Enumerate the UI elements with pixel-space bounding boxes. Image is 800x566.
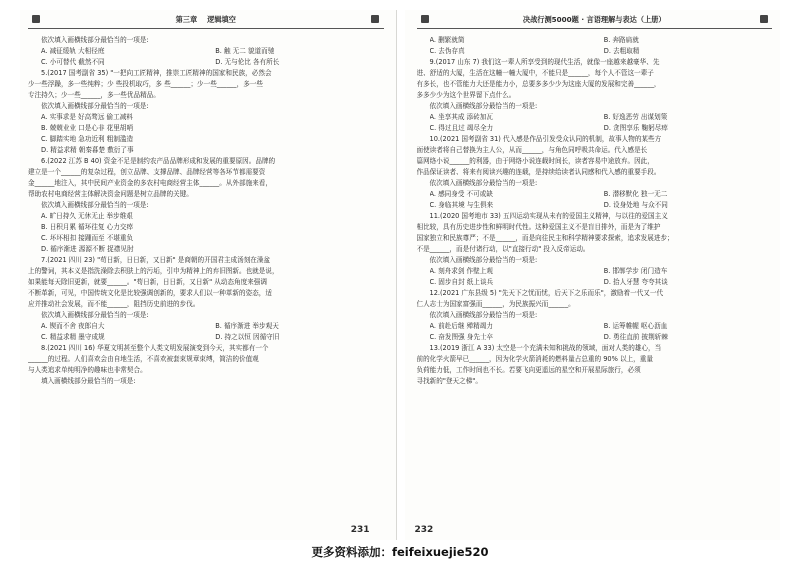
answer-option: D. 勇往直前 披荆斩棘 bbox=[603, 333, 668, 341]
answer-option: B. 触 无二 貌道而驰 bbox=[215, 47, 275, 55]
answer-options bbox=[417, 35, 773, 57]
text-line: 负荷能力低，工作时间也不长。若要飞向更遥远的星空和开展星际旅行，必须 bbox=[416, 366, 641, 374]
answer-options bbox=[28, 112, 384, 156]
left-header-title: 逻辑填空 bbox=[207, 14, 236, 24]
answer-options bbox=[417, 321, 773, 343]
text-line: 寻找新的"登天之梯"。 bbox=[416, 377, 482, 385]
text-line: 依次填入画横线部分最恰当的一项是: bbox=[41, 201, 149, 209]
left-page bbox=[20, 10, 397, 540]
answer-option: C. 小可替代 截然不同 bbox=[41, 58, 105, 66]
answer-option: A. 坐享其成 添砖加瓦 bbox=[429, 113, 493, 121]
answer-options bbox=[417, 112, 773, 134]
text-line: 金______地注入，其中民间产业资金的多农村电商经营主体______。从外部施来看， bbox=[28, 179, 272, 187]
book-spread bbox=[20, 10, 780, 540]
answer-option: A. 减征缓轨 大相径庭 bbox=[41, 47, 105, 55]
answer-option: D. 去粗取精 bbox=[603, 47, 640, 55]
answer-option: C. 奋发图强 身先士卒 bbox=[429, 333, 494, 341]
text-line: 12.(2021 广东县级 5) "先天下之忧而忧，后天下之乐而乐"，激励着一代又一代 bbox=[429, 289, 664, 297]
answer-option bbox=[215, 222, 383, 233]
text-line: 填入画横线部分最恰当的一项是: bbox=[41, 377, 136, 385]
text-line: 建立是一个______的复杂过程，创立品牌、支撑品牌、品牌经营等各环节都需要资 bbox=[28, 168, 266, 176]
text-line: 多多少少为这个世界留下点什么。 bbox=[416, 91, 516, 99]
answer-option: B. 循序渐进 举步观天 bbox=[215, 322, 279, 330]
answer-option: A. 实事求是 好高骛远 偷工减料 bbox=[41, 113, 133, 121]
answer-options bbox=[417, 189, 773, 211]
text-line: 应并推动社会发展，而不能______，阻挡历史前进的步伐。 bbox=[28, 300, 200, 308]
answer-option bbox=[215, 123, 383, 134]
footer-contact-text: 更多资料添加：feifeixuejie520 bbox=[311, 545, 489, 559]
text-line: 帮助农村电商经营主体解决资金问题是树立品牌的关键。 bbox=[28, 190, 193, 198]
text-line: 少一些浮躁，多一些纯粹；少 些投机取巧，多 些______；少一些______，多一些 bbox=[28, 80, 263, 88]
text-line: 7.(2021 四川 23) "苟日新，日日新，又日新" 是商朝的开国君主成汤刻在澡盆 bbox=[41, 256, 271, 264]
answer-option bbox=[215, 233, 383, 244]
answer-option: B. 兢兢业业 口是心非 花里胡哨 bbox=[41, 124, 134, 132]
answer-option: C. 坏坏相扣 接踵而至 不堪重负 bbox=[41, 234, 134, 242]
text-line: 如果能每天除旧更新，就要______。"苟日新，日日新，又日新" 从动态角度来强调 bbox=[28, 278, 267, 286]
text-line: 上的警词，其本义是指洗澡除去积肤上的污垢，引申为精神上的弃旧图新。也就是说， bbox=[28, 267, 279, 275]
answer-option: B. 日积月累 循环往复 心力交瘁 bbox=[41, 223, 134, 231]
right-page-body bbox=[417, 35, 773, 387]
text-line: 篇网络小说______的利器，由于网络小说连载时间长，读者容易中途放弃。因此， bbox=[416, 157, 654, 165]
right-running-head bbox=[417, 10, 773, 29]
answer-option: D. 循序渐进 源源不断 捉襟见肘 bbox=[41, 245, 134, 253]
left-running-head bbox=[28, 10, 384, 29]
text-line: 10.(2021 国考副省 31) 代入感是作品引发受众认同的机制，故事人物的某些方 bbox=[429, 135, 662, 143]
text-line: 作品保证读者、将来有阅读兴趣的连载，是持续给读者认同感和代入感的重要手段。 bbox=[416, 168, 661, 176]
page-number-right: 232 bbox=[414, 525, 434, 535]
answer-option: B. 好逸恶劳 出谋划策 bbox=[603, 113, 668, 121]
decor-block-icon bbox=[371, 15, 379, 23]
text-line: 相比较，具有历史进步性和鲜明时代性。这种爱国主义不是盲目排外，而是为了维护 bbox=[416, 223, 661, 231]
text-line: 依次填入画横线部分最恰当的一项是: bbox=[429, 179, 538, 187]
right-page bbox=[405, 10, 781, 540]
left-page-body bbox=[28, 35, 384, 387]
text-line: 依次填入画横线部分最恰当的一项是: bbox=[429, 102, 538, 110]
answer-option: C. 固步自封 纸上谈兵 bbox=[429, 278, 494, 286]
answer-option: A. 删繁就简 bbox=[429, 36, 465, 44]
answer-option: D. 无与伦比 各有所长 bbox=[215, 58, 280, 66]
text-line: 与人类追求单纯明净的趣味也非常契合。 bbox=[28, 366, 147, 374]
answer-option: D. 拾人牙慧 夸夸其谈 bbox=[603, 278, 668, 286]
text-line: 依次填入画横线部分最恰当的一项是: bbox=[41, 311, 149, 319]
answer-option: A. 旷日持久 无休无止 举步维艰 bbox=[41, 212, 133, 220]
text-line: 5.(2017 国考副省 35) "一把向工匠精神，推崇工匠精神的国家和民族，必然会 bbox=[41, 69, 272, 77]
text-line: 专注持久；少一些______，多一些优品精品。 bbox=[28, 91, 160, 99]
decor-block-icon bbox=[32, 15, 40, 23]
text-line: 面使读者将自己替换为主人公，从而______，与角色同呼吸共命运。代入感是长 bbox=[416, 146, 648, 154]
text-line: 不断革新，可见，中国传统文化是比较强调创新的，要求人们以一种革新的姿态，适 bbox=[28, 289, 272, 297]
answer-option: A. 感同身受 不可或缺 bbox=[429, 190, 493, 198]
decor-block-icon bbox=[421, 15, 429, 23]
text-line: 11.(2020 国考地市 33) 五四运动实现从未有的爱国主义精神，与以往的爱国主义 bbox=[429, 212, 668, 220]
answer-option: D. 贪图享乐 鞠躬尽瘁 bbox=[603, 124, 668, 132]
answer-option: C. 身临其境 与生俱来 bbox=[429, 201, 494, 209]
text-line: 有多长，也不管能力大还是能力小，总要多多少少为这座大厦的发展和完善______， bbox=[416, 80, 661, 88]
answer-option: C. 得过且过 竭尽全力 bbox=[429, 124, 494, 132]
answer-option bbox=[215, 112, 383, 123]
answer-option: B. 奔路扁就 bbox=[603, 36, 639, 44]
answer-option: D. 持之以恒 因循守旧 bbox=[215, 333, 280, 341]
left-header-chapter: 第三章 bbox=[175, 14, 198, 24]
answer-option: C. 脚踏实地 急功近利 粗制滥造 bbox=[41, 135, 134, 143]
answer-option: A. 刻舟求剑 作壁上观 bbox=[429, 267, 493, 275]
text-line: 国家独立和民族尊严；不是______，而是向往民主和科学精神要求探索，追求发展进步； bbox=[416, 234, 674, 242]
answer-option: B. 潜移默化 独一无二 bbox=[603, 190, 668, 198]
answer-options bbox=[28, 46, 384, 68]
text-line: 依次填入画横线部分最恰当的一项是: bbox=[429, 256, 538, 264]
text-line: ______的过程。人们喜欢会由自地生活，不喜欢被套束规章束缚，简洁的价值观 bbox=[28, 355, 259, 363]
answer-option: C. 去伪存真 bbox=[429, 47, 465, 55]
answer-option: D. 设身处地 与众不同 bbox=[603, 201, 668, 209]
text-line: 8.(2021 四川 16) 华夏文明甚至整个人类文明发展演变到今天，其实都有一个 bbox=[41, 344, 269, 352]
answer-options bbox=[417, 266, 773, 288]
answer-options bbox=[28, 211, 384, 255]
decor-block-icon bbox=[760, 15, 768, 23]
text-line: 进、舒适的大厦，生活在这幢一幢大厦中，不能只是______，每个人不管这一辈子 bbox=[416, 69, 654, 77]
text-line: 依次填入画横线部分最恰当的一项是: bbox=[41, 102, 149, 110]
answer-option bbox=[215, 211, 383, 222]
text-line: 仁人志士为国家富强而______，为民族振兴而______。 bbox=[416, 300, 575, 308]
answer-options bbox=[28, 321, 384, 343]
answer-option bbox=[215, 145, 383, 156]
text-line: 6.(2022 江苏 B 40) 资金不足是制约农产品品牌形成和发展的重要原因。品牌的 bbox=[41, 157, 276, 165]
answer-option: A. 前赴后继 殚精竭力 bbox=[429, 322, 493, 330]
text-line: 9.(2017 山东 7) 我们这一辈人所享受到的现代生活，就像一座越来越豪华、先 bbox=[429, 58, 660, 66]
answer-option bbox=[215, 134, 383, 145]
text-line: 13.(2019 浙江 A 33) 太空是一个充满未知和挑战的领域，面对人类的雄心，当 bbox=[429, 344, 662, 352]
page-number-left: 231 bbox=[350, 525, 370, 535]
text-line: 不是______，而是付诸行动，以"直接行动" 投入反帝运动。 bbox=[416, 245, 590, 253]
text-line: 依次填入画横线部分最恰当的一项是: bbox=[41, 36, 149, 44]
answer-option bbox=[215, 244, 383, 255]
text-line: 前的化学火箭早已______，因为化学火箭消耗的燃料量占总重的 90% 以上，重量 bbox=[416, 355, 653, 363]
answer-option: B. 运筹帷幄 呕心沥血 bbox=[603, 322, 668, 330]
answer-option: B. 邯郸学步 闭门造车 bbox=[603, 267, 668, 275]
answer-option: C. 精益求精 墨守成规 bbox=[41, 333, 105, 341]
right-header-title: 决战行测5000题 · 言语理解与表达（上册） bbox=[522, 14, 666, 24]
answer-option: D. 精益求精 朝秦暮楚 敷衍了事 bbox=[41, 146, 134, 154]
text-line: 依次填入画横线部分最恰当的一项是: bbox=[429, 311, 538, 319]
answer-option: A. 锲而不舍 夜郎自大 bbox=[41, 322, 105, 330]
